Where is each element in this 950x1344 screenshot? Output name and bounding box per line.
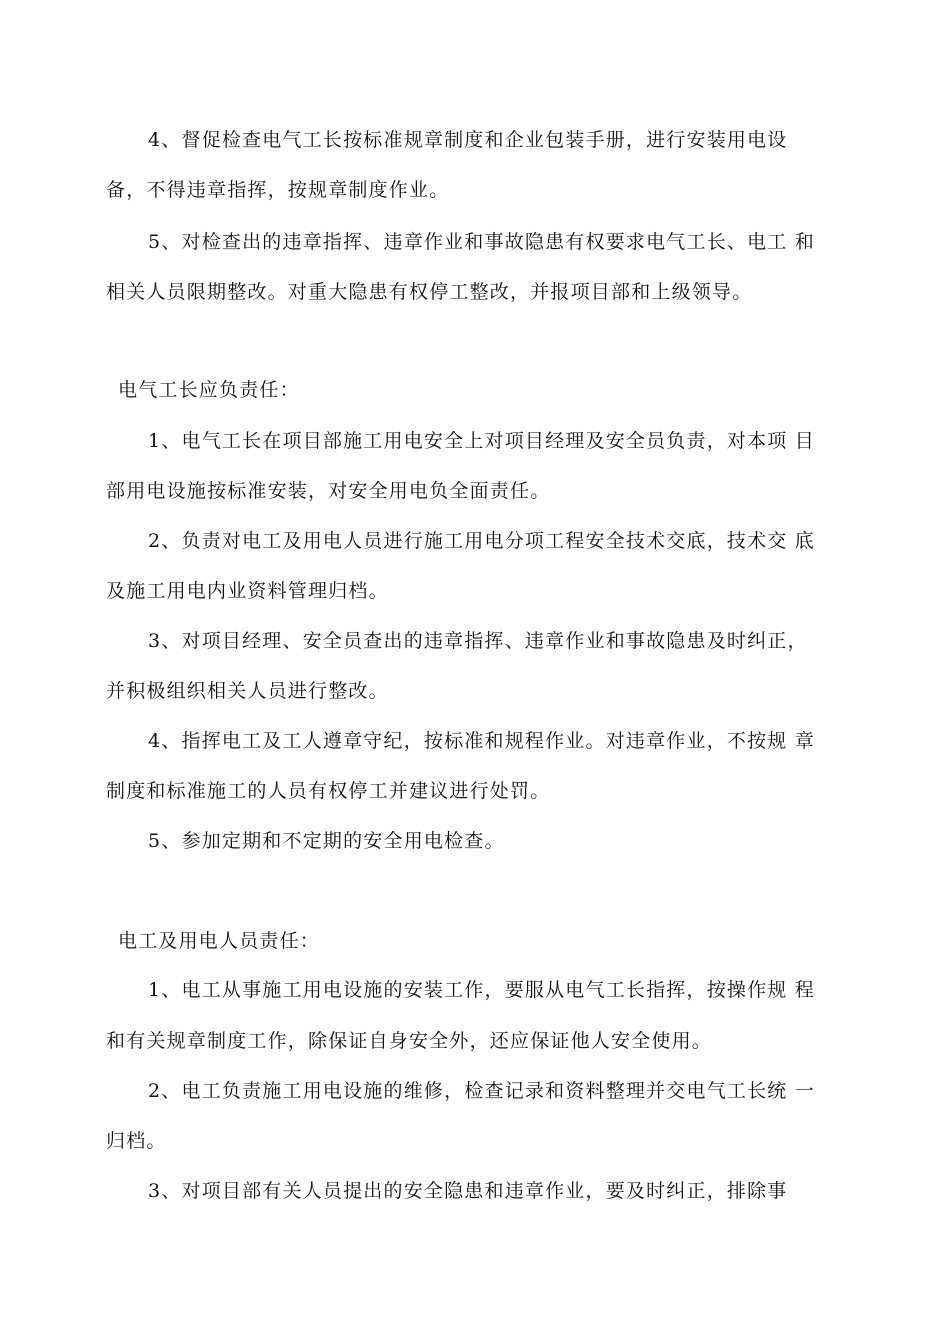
paragraph-s1-item5-line2: 相关人员限期整改。对重大隐患有权停工整改，并报项目部和上级领导。 — [106, 281, 753, 303]
section-heading-electrical-foreman: 电气工长应负责任： — [118, 379, 300, 401]
paragraph-s2-item5-line1: 5、参加定期和不定期的安全用电检查。 — [148, 830, 505, 852]
paragraph-s2-item3-line1: 3、对项目经理、安全员查出的违章指挥、违章作业和事故隐患及时纠正， — [148, 630, 808, 652]
paragraph-s2-item2-line2: 及施工用电内业资料管理归档。 — [106, 580, 389, 602]
paragraph-s3-item2-line2: 归档。 — [106, 1130, 167, 1152]
paragraph-s2-item2-line1: 2、负责对电工及用电人员进行施工用电分项工程安全技术交底，技术交 底 — [148, 530, 815, 552]
paragraph-s2-item3-line2: 并积极组织相关人员进行整改。 — [106, 680, 389, 702]
paragraph-s2-item4-line2: 制度和标准施工的人员有权停工并建议进行处罚。 — [106, 780, 551, 802]
paragraph-s3-item1-line1: 1、电工从事施工用电设施的安装工作，要服从电气工长指挥，按操作规 程 — [148, 979, 815, 1001]
paragraph-s2-item4-line1: 4、指挥电工及工人遵章守纪，按标准和规程作业。对违章作业，不按规 章 — [148, 730, 815, 752]
paragraph-s1-item4-line1: 4、督促检查电气工长按标准规章制度和企业包装手册，进行安装用电设 — [148, 129, 788, 151]
paragraph-s2-item1-line1: 1、电气工长在项目部施工用电安全上对项目经理及安全员负责，对本项 目 — [148, 430, 815, 452]
paragraph-s3-item1-line2: 和有关规章制度工作，除保证自身安全外，还应保证他人安全使用。 — [106, 1030, 713, 1052]
paragraph-s1-item5-line1: 5、对检查出的违章指挥、违章作业和事故隐患有权要求电气工长、电工 和 — [148, 231, 815, 253]
section-heading-electricians: 电工及用电人员责任： — [118, 930, 321, 952]
paragraph-s1-item4-line2: 备，不得违章指挥，按规章制度作业。 — [106, 179, 450, 201]
paragraph-s3-item2-line1: 2、电工负责施工用电设施的维修，检查记录和资料整理并交电气工长统 一 — [148, 1080, 815, 1102]
paragraph-s2-item1-line2: 部用电设施按标准安装，对安全用电负全面责任。 — [106, 480, 551, 502]
paragraph-s3-item3-line1: 3、对项目部有关人员提出的安全隐患和违章作业，要及时纠正，排除事 — [148, 1180, 788, 1202]
